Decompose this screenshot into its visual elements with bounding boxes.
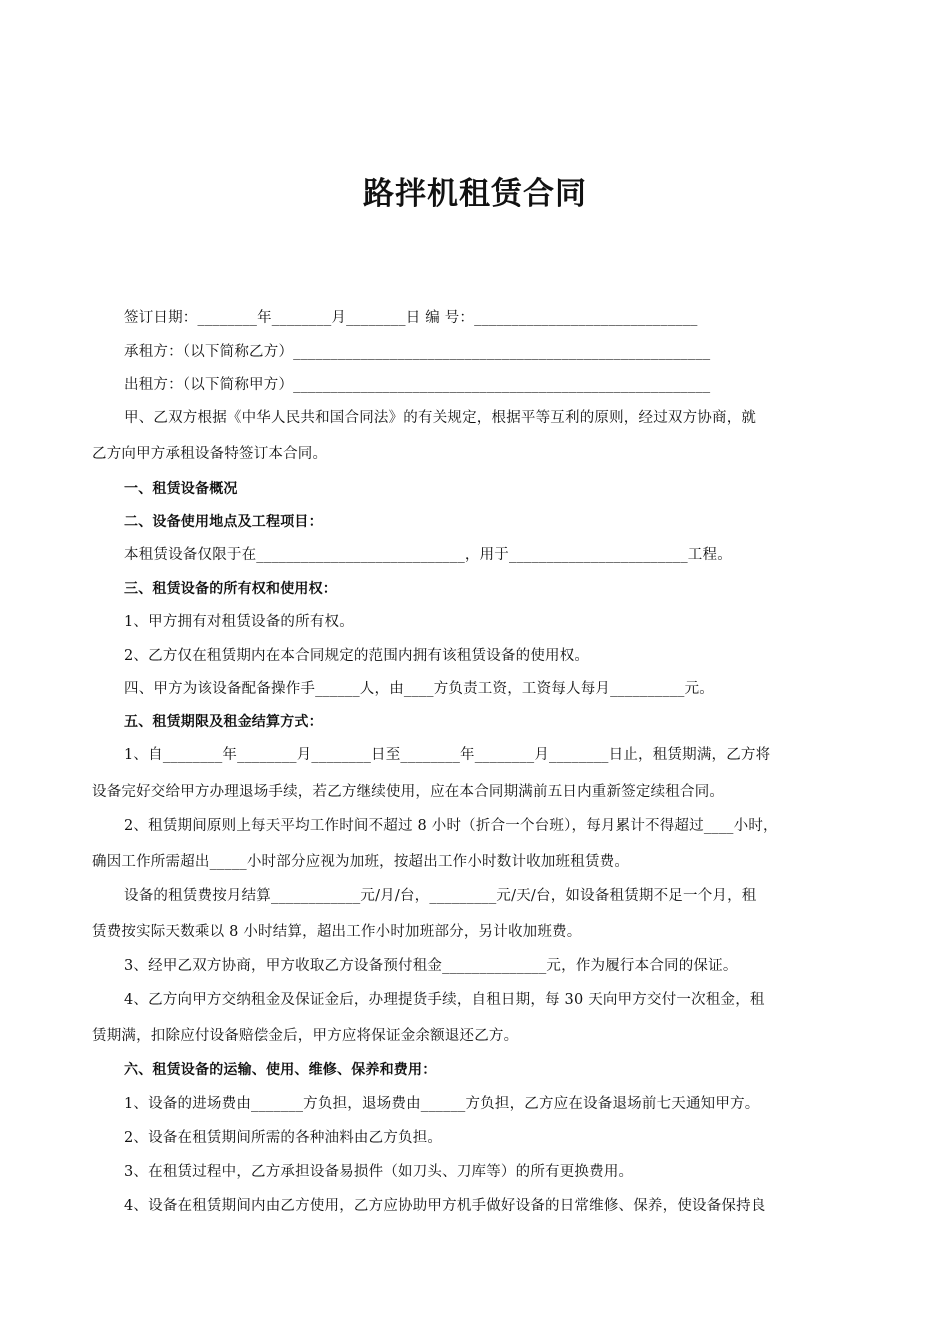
clause-5-3: 3、经甲乙双方协商，甲方收取乙方设备预付租金______________元，作为履行本合同的保证。 <box>124 958 738 974</box>
clause-5-4-line-2: 赁期满，扣除应付设备赔偿金后，甲方应将保证金余额退还乙方。 <box>92 1028 519 1044</box>
clause-6-3: 3、在租赁过程中，乙方承担设备易损件（如刀头、刀库等）的所有更换费用。 <box>124 1164 634 1180</box>
document-title: 路拌机租赁合同 <box>363 176 587 212</box>
section-4-line: 四、甲方为该设备配备操作手______人，由____方负责工资，工资每人每月__________元。 <box>124 681 714 697</box>
section-heading-1: 一、租赁设备概况 <box>124 481 238 497</box>
clause-5-1-line-2: 设备完好交给甲方办理退场手续，若乙方继续使用，应在本合同期满前五日内重新签定续租合同。 <box>92 784 725 800</box>
lessor-line: 出租方：（以下简称甲方）________________________________________________________ <box>124 377 711 393</box>
clause-6-4: 4、设备在租赁期间内由乙方使用，乙方应协助甲方机手做好设备的日常维修、保养，使设备保持良 <box>124 1198 766 1214</box>
section-heading-2: 二、设备使用地点及工程项目： <box>124 514 323 530</box>
section-heading-3: 三、租赁设备的所有权和使用权： <box>124 581 337 597</box>
clause-3-2: 2、乙方仅在租赁期内在本合同规定的范围内拥有该租赁设备的使用权。 <box>124 648 590 664</box>
lessee-line: 承租方：（以下简称乙方）________________________________________________________ <box>124 344 711 360</box>
signing-date-line: 签订日期：________年________月________日 编 号：______________________________ <box>124 310 698 326</box>
clause-5-2-line-2: 确因工作所需超出_____小时部分应视为加班，按超出工作小时数计收加班租赁费。 <box>92 854 630 870</box>
clause-5-2-line-1: 2、租赁期间原则上每天平均工作时间不超过 8 小时（折合一个台班），每月累计不得超过____小时， <box>124 818 778 834</box>
clause-3-1: 1、甲方拥有对租赁设备的所有权。 <box>124 614 354 630</box>
preamble-line-1: 甲、乙双方根据《中华人民共和国合同法》的有关规定，根据平等互利的原则，经过双方协商，就 <box>124 410 757 426</box>
section-heading-6: 六、租赁设备的运输、使用、维修、保养和费用： <box>124 1062 437 1078</box>
rent-line-1: 设备的租赁费按月结算____________元/月/台，_________元/天/台，如设备租赁期不足一个月，租 <box>124 888 757 904</box>
clause-5-4-line-1: 4、乙方向甲方交纳租金及保证金后，办理提货手续，自租日期，每 30 天向甲方交付一次租金，租 <box>124 992 765 1008</box>
clause-6-1: 1、设备的进场费由_______方负担，退场费由______方负担，乙方应在设备退场前七天通知甲方。 <box>124 1096 760 1112</box>
usage-location-line: 本租赁设备仅限于在____________________________，用于________________________工程。 <box>124 547 732 563</box>
clause-5-1-line-1: 1、自________年________月________日至________年________月________日止，租赁期满，乙方将 <box>124 747 771 763</box>
preamble-line-2: 乙方向甲方承租设备特签订本合同。 <box>92 446 328 462</box>
rent-line-2: 赁费按实际天数乘以 8 小时结算，超出工作小时加班部分，另计收加班费。 <box>92 924 582 940</box>
clause-6-2: 2、设备在租赁期间所需的各种油料由乙方负担。 <box>124 1130 443 1146</box>
section-heading-5: 五、租赁期限及租金结算方式： <box>124 714 323 730</box>
